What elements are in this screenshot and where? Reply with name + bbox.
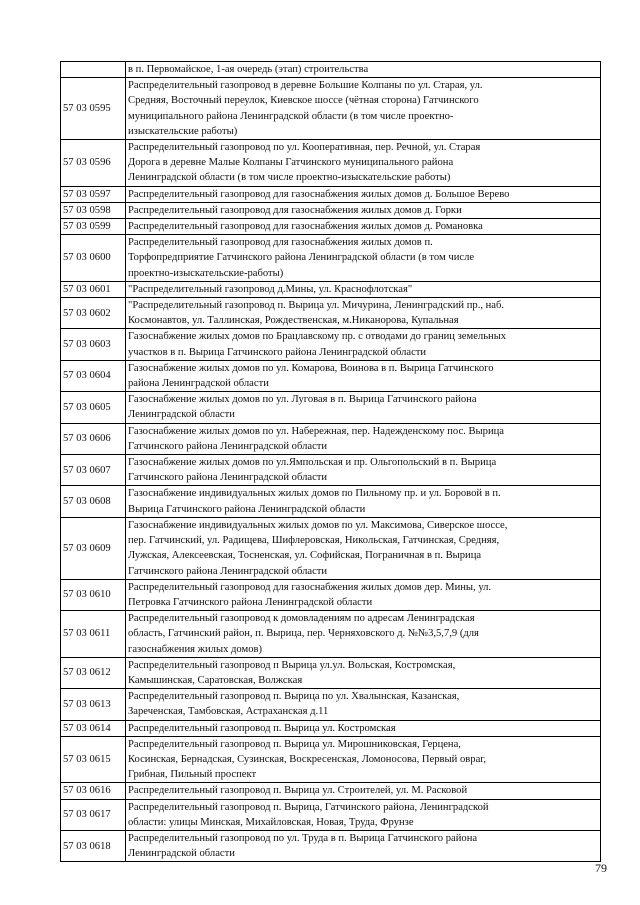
object-code-cell: 57 03 0610	[61, 579, 126, 610]
object-code-cell: 57 03 0615	[61, 736, 126, 783]
table-row	[61, 689, 601, 720]
object-description-cell: Газоснабжение жилых домов по ул.Ямпольская и пр. Ольгопольский в п. Вырица Гатчинского района Ленинградской области	[126, 455, 601, 486]
table-row	[61, 78, 601, 140]
object-description-cell: "Распределительный газопровод п. Вырица ул. Мичурина, Ленинградский пр., наб. Космонавтов, ул. Таллинская, Рождественская, м.Никанорова, Купальная	[126, 298, 601, 329]
object-code-cell: 57 03 0607	[61, 455, 126, 486]
object-description-cell: Распределительный газопровод к домовладениям по адресам Ленинградская область, Гатчинский район, п. Вырица, пер. Черняховского д. №№3,5,7,9 (для газоснабжения жилых домов)	[126, 611, 601, 658]
object-description-cell: Газоснабжение жилых домов по Брацлавскому пр. с отводами до границ земельных участков в п. Вырица Гатчинского района Ленинградской области	[126, 329, 601, 360]
object-description-cell: Распределительный газопровод п. Вырица ул. Костромская	[126, 720, 601, 736]
table-row	[61, 360, 601, 391]
table-row	[61, 392, 601, 423]
table-row	[61, 486, 601, 517]
object-code-cell: 57 03 0611	[61, 611, 126, 658]
object-code-cell: 57 03 0608	[61, 486, 126, 517]
table-row	[61, 736, 601, 783]
object-code-cell	[61, 62, 126, 78]
object-code-cell: 57 03 0616	[61, 783, 126, 799]
object-code-cell: 57 03 0613	[61, 689, 126, 720]
table-row	[61, 202, 601, 218]
object-description-cell: Распределительный газопровод п. Вырица, Гатчинского района, Ленинградской области: улицы Минская, Михайловская, Новая, Труда, Фрунзе	[126, 799, 601, 830]
object-code-cell: 57 03 0604	[61, 360, 126, 391]
object-description-cell: Распределительный газопровод по ул. Труда в п. Вырица Гатчинского района Ленинградской области	[126, 830, 601, 861]
object-description-cell: Распределительный газопровод для газоснабжения жилых домов п. Торфопредприятие Гатчинского района Ленинградской области (в том числе проектно-изыскательские-работы)	[126, 235, 601, 282]
table-row	[61, 830, 601, 861]
table-row	[61, 657, 601, 688]
table-row	[61, 611, 601, 658]
object-description-cell: Распределительный газопровод для газоснабжения жилых домов д. Горки	[126, 202, 601, 218]
table-body	[61, 62, 601, 862]
object-description-cell: Распределительный газопровод по ул. Кооперативная, пер. Речной, ул. Старая Дорога в деревне Малые Колпаны Гатчинского муниципального района Ленинградской области (в том числе проектно-изыскательские работы)	[126, 140, 601, 187]
object-code-cell: 57 03 0614	[61, 720, 126, 736]
object-code-cell: 57 03 0612	[61, 657, 126, 688]
object-description-cell: в п. Первомайское, 1-ая очередь (этап) строительства	[126, 62, 601, 78]
table-row	[61, 140, 601, 187]
table-row	[61, 799, 601, 830]
object-description-cell: Газоснабжение жилых домов по ул. Комарова, Воинова в п. Вырица Гатчинского района Ленинградской области	[126, 360, 601, 391]
object-description-cell: Распределительный газопровод п Вырица ул.ул. Вольская, Костромская, Камышинская, Саратовская, Волжская	[126, 657, 601, 688]
table-row	[61, 455, 601, 486]
object-description-cell: Газоснабжение жилых домов по ул. Луговая в п. Вырица Гатчинского района Ленинградской области	[126, 392, 601, 423]
table-row	[61, 329, 601, 360]
table-row	[61, 219, 601, 235]
table-row	[61, 579, 601, 610]
object-code-cell: 57 03 0600	[61, 235, 126, 282]
object-code-cell: 57 03 0605	[61, 392, 126, 423]
object-code-cell: 57 03 0595	[61, 78, 126, 140]
table-row	[61, 720, 601, 736]
object-description-cell: Газоснабжение индивидуальных жилых домов по Пильному пр. и ул. Боровой в п. Вырица Гатчинского района Ленинградской области	[126, 486, 601, 517]
object-description-cell: Распределительный газопровод для газоснабжения жилых домов д. Романовка	[126, 219, 601, 235]
table-row	[61, 62, 601, 78]
object-description-cell: Распределительный газопровод в деревне Большие Колпаны по ул. Старая, ул. Средняя, Восточный переулок, Киевское шоссе (чётная сторона) Гатчинского муниципального района Ленинградской области (в том числе проектно- изыскательские работы)	[126, 78, 601, 140]
object-code-cell: 57 03 0618	[61, 830, 126, 861]
object-code-cell: 57 03 0602	[61, 298, 126, 329]
object-code-cell: 57 03 0597	[61, 186, 126, 202]
object-description-cell: Газоснабжение индивидуальных жилых домов по ул. Максимова, Сиверское шоссе, пер. Гатчинский, ул. Радищева, Шифлеровская, Никольская, Гатчинская, Средняя, Лужская, Алексеевская, Тосненская, ул. Софийская, Пограничная в п. Вырица Гатчинского района Ленинградской области	[126, 517, 601, 579]
object-description-cell: "Распределительный газопровод д.Мины, ул. Краснофлотская"	[126, 281, 601, 297]
object-code-cell: 57 03 0603	[61, 329, 126, 360]
object-code-cell: 57 03 0617	[61, 799, 126, 830]
object-description-cell: Распределительный газопровод п. Вырица ул. Мирошниковская, Герцена, Косинская, Бернадская, Сузинская, Воскресенская, Ломоносова, Первый овраг, Грибная, Пильный проспект	[126, 736, 601, 783]
table-row	[61, 235, 601, 282]
page-number: 79	[595, 861, 607, 875]
table-row	[61, 783, 601, 799]
object-code-cell: 57 03 0596	[61, 140, 126, 187]
object-code-cell: 57 03 0609	[61, 517, 126, 579]
table-row	[61, 517, 601, 579]
table-row	[61, 423, 601, 454]
object-description-cell: Распределительный газопровод для газоснабжения жилых домов дер. Мины, ул. Петровка Гатчинского района Ленинградской области	[126, 579, 601, 610]
object-code-cell: 57 03 0599	[61, 219, 126, 235]
gas-pipeline-registry-table	[60, 61, 601, 862]
object-description-cell: Распределительный газопровод для газоснабжения жилых домов д. Большое Верево	[126, 186, 601, 202]
object-code-cell: 57 03 0601	[61, 281, 126, 297]
object-description-cell: Распределительный газопровод п. Вырица ул. Строителей, ул. М. Расковой	[126, 783, 601, 799]
object-code-cell: 57 03 0606	[61, 423, 126, 454]
table-row	[61, 281, 601, 297]
table-row	[61, 186, 601, 202]
table-row	[61, 298, 601, 329]
object-description-cell: Распределительный газопровод п. Вырица по ул. Хвалынская, Казанская, Зареченская, Тамбовская, Астраханская д.11	[126, 689, 601, 720]
object-code-cell: 57 03 0598	[61, 202, 126, 218]
object-description-cell: Газоснабжение жилых домов по ул. Набережная, пер. Надежденскому пос. Вырица Гатчинского района Ленинградской области	[126, 423, 601, 454]
